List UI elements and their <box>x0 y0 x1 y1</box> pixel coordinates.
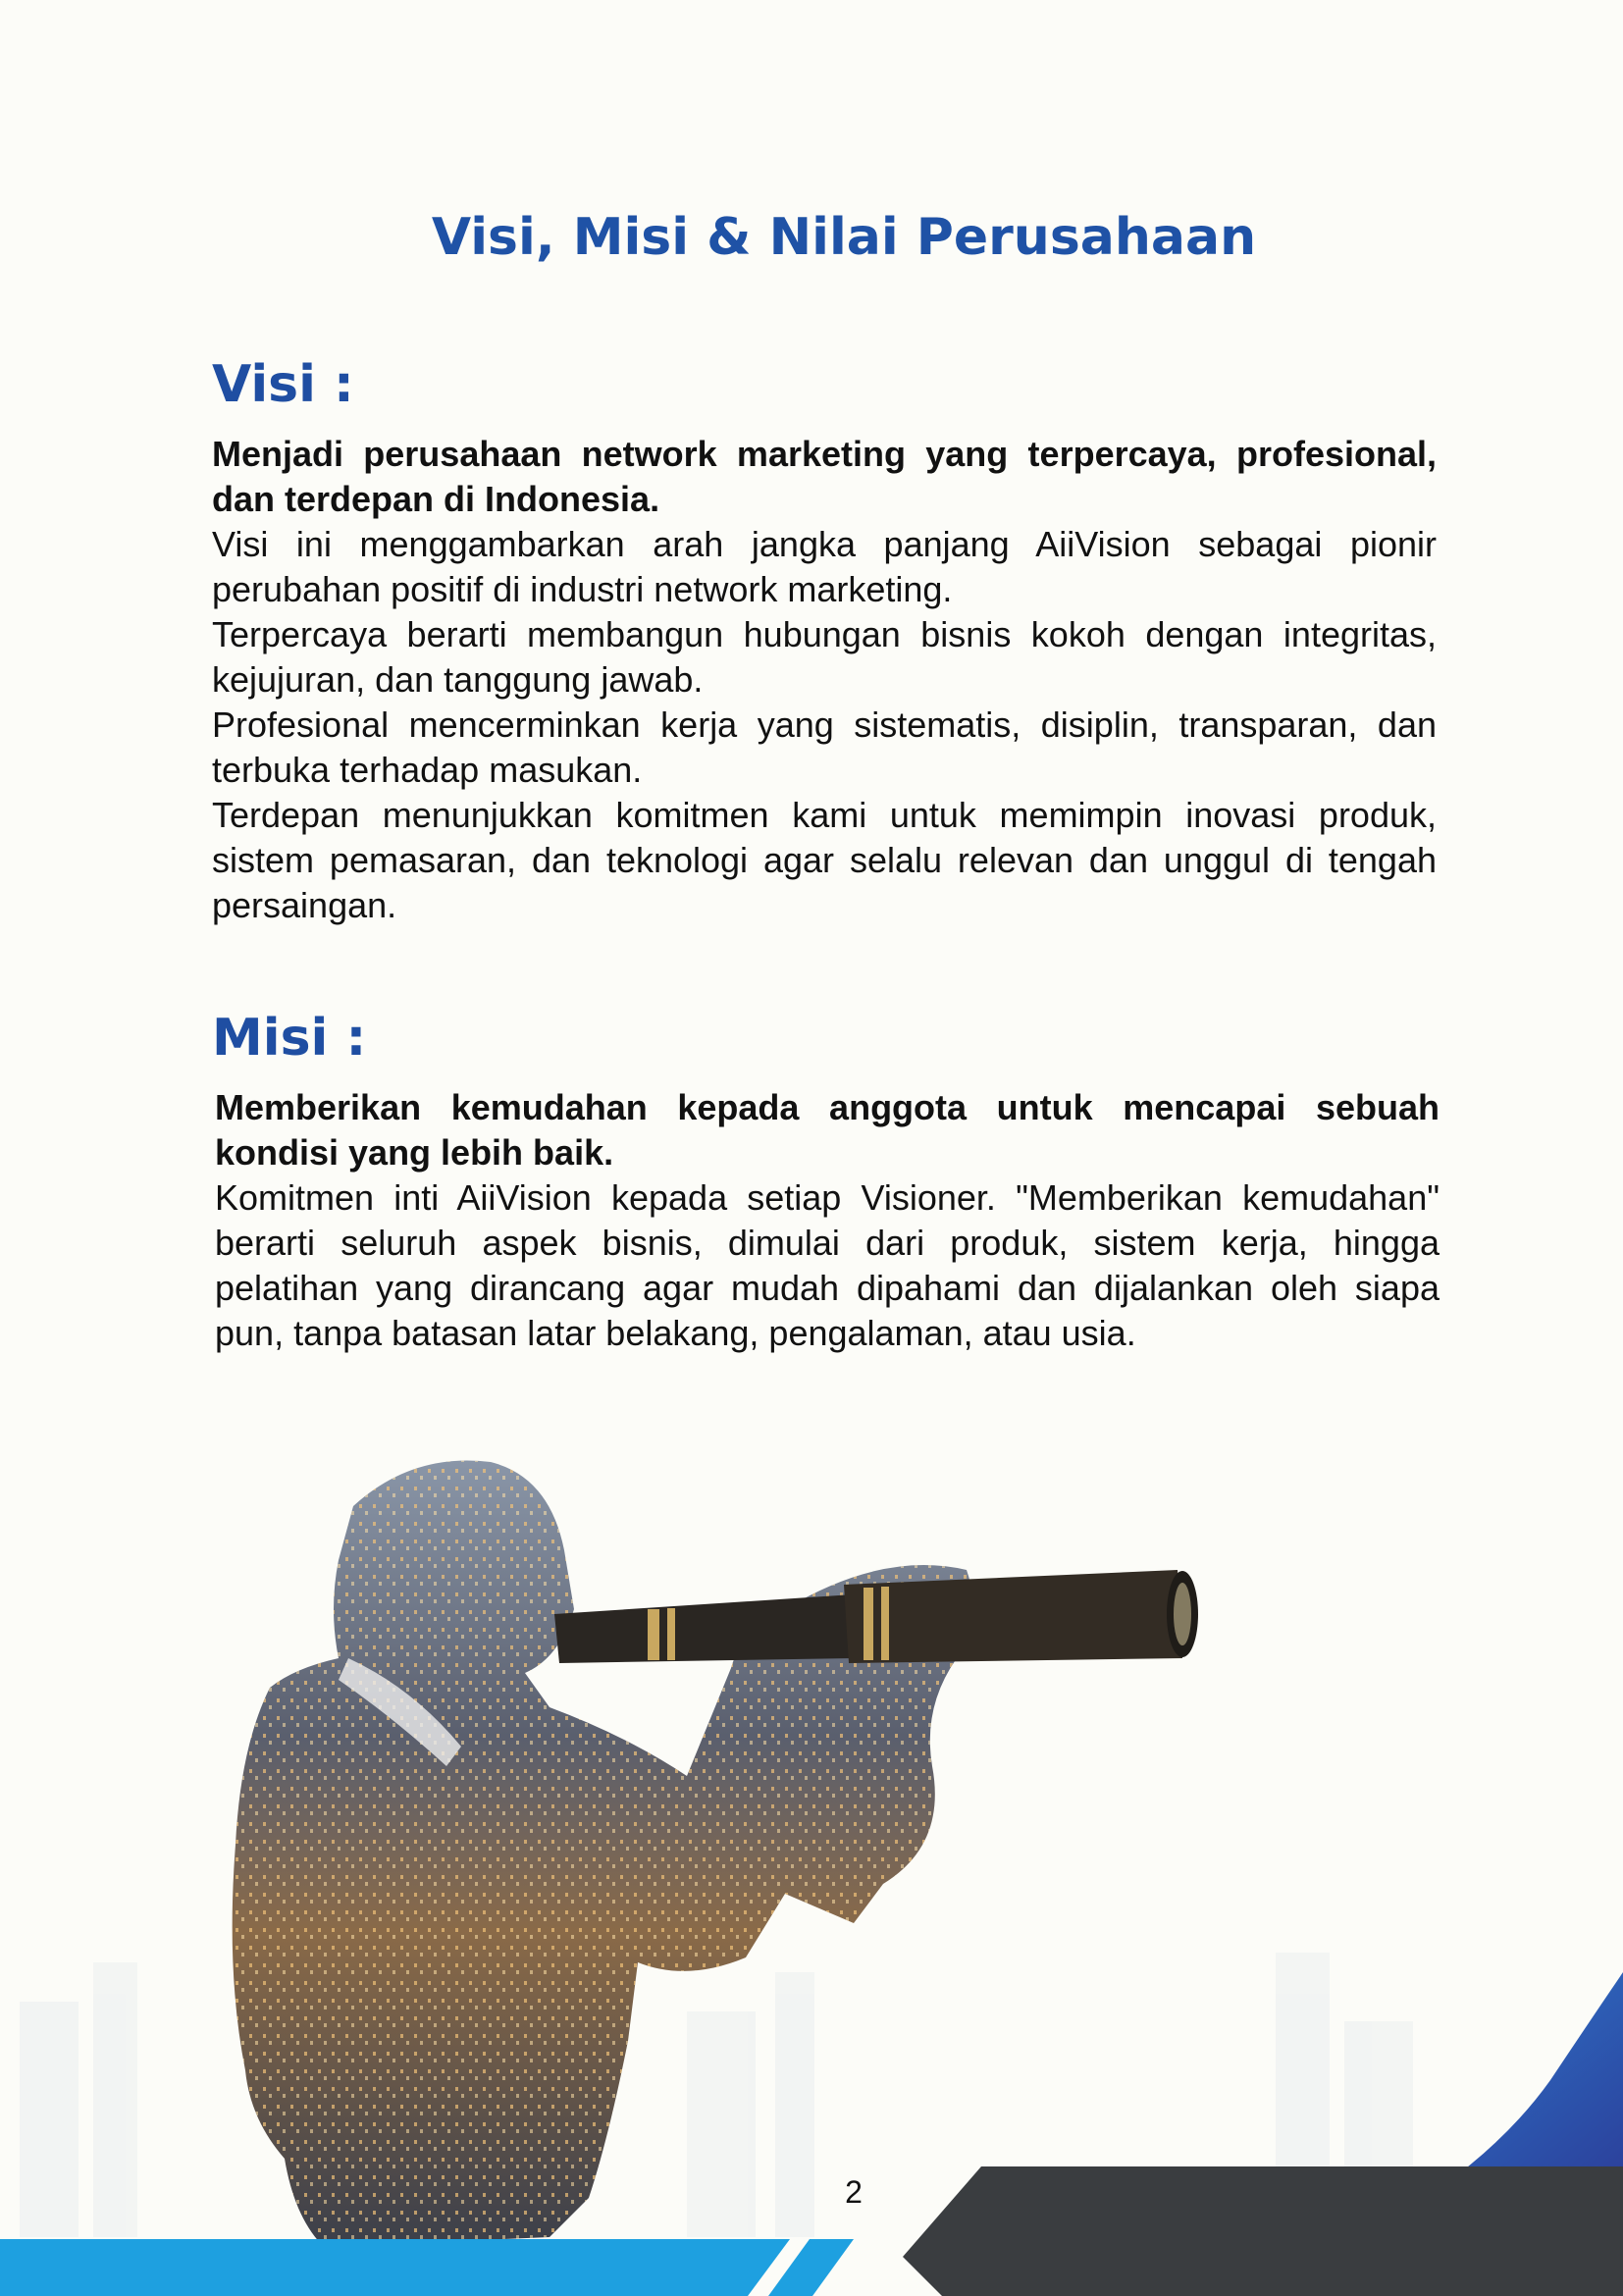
visi-heading: Visi : <box>212 355 354 414</box>
misi-statement: Memberikan kemudahan kepada anggota untuk mencapai sebuah kondisi yang lebih baik. <box>215 1087 1440 1173</box>
telescope <box>554 1570 1198 1663</box>
misi-heading: Misi : <box>212 1009 367 1068</box>
misi-section <box>215 1085 1440 1356</box>
visi-paragraph: Visi ini menggambarkan arah jangka panjang AiiVision sebagai pionir perubahan positif di industri network marketing. <box>212 524 1437 609</box>
cyan-band <box>0 2239 790 2296</box>
visi-paragraph: Terdepan menunjukkan komitmen kami untuk memimpin inovasi produk, sistem pemasaran, dan teknologi agar selalu relevan dan unggul di tengah persaingan. <box>212 795 1437 925</box>
visi-section <box>212 432 1437 928</box>
page-title: Visi, Misi & Nilai Perusahaan <box>431 208 1257 267</box>
man-with-telescope-illustration <box>0 1442 1623 2296</box>
visi-paragraph: Profesional mencerminkan kerja yang sistematis, disiplin, transparan, dan terbuka terhadap masukan. <box>212 704 1437 790</box>
visi-paragraph: Terpercaya berarti membangun hubungan bisnis kokoh dengan integritas, kejujuran, dan tanggung jawab. <box>212 614 1437 700</box>
page-number: 2 <box>845 2174 863 2210</box>
visi-statement: Menjadi perusahaan network marketing yang terpercaya, profesional, dan terdepan di Indonesia. <box>212 434 1437 519</box>
dark-band <box>903 2166 1623 2296</box>
man-silhouette <box>233 1460 972 2247</box>
misi-paragraph: Komitmen inti AiiVision kepada setiap Visioner. "Memberikan kemudahan" berarti seluruh aspek bisnis, dimulai dari produk, sistem kerja, hingga pelatihan yang dirancang agar mudah dipahami dan dijalankan oleh siapa pun, tanpa batasan latar belakang, pengalaman, atau usia. <box>215 1177 1440 1353</box>
